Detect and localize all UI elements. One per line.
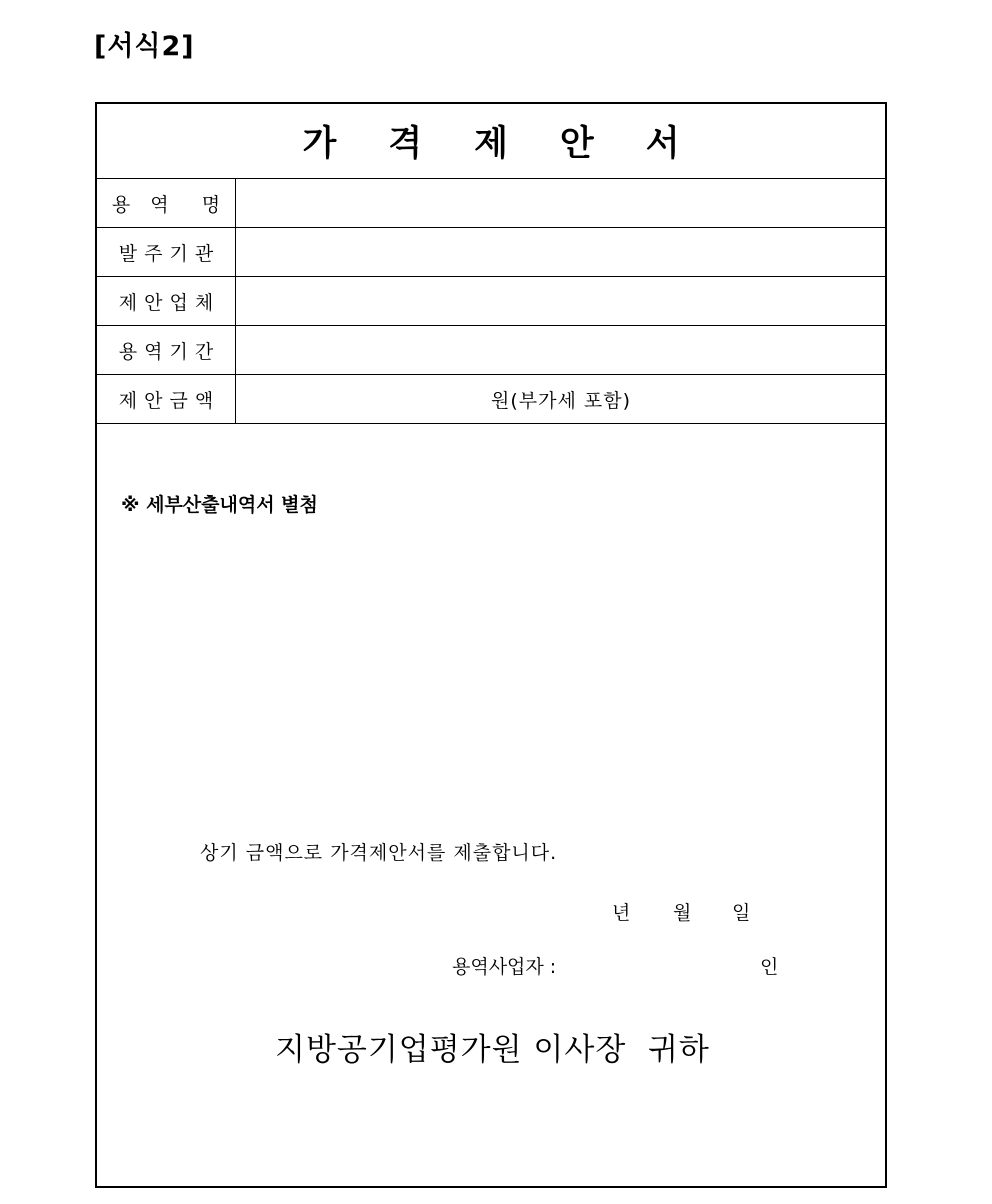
submission-statement: 상기 금액으로 가격제안서를 제출합니다.	[200, 842, 558, 864]
field-row-proposing-company	[97, 277, 885, 326]
service-period-label: 용역기간	[97, 326, 236, 374]
seal-mark: 인	[760, 956, 779, 978]
form-number-label: [서식2]	[94, 31, 195, 62]
date-month-label: 월	[673, 902, 692, 924]
document-title: 가격제안서	[302, 124, 732, 164]
service-provider-label: 용역사업자 :	[452, 956, 557, 978]
service-name-value[interactable]	[237, 179, 885, 227]
date-day-label: 일	[732, 902, 751, 924]
service-name-label: 용 역 명	[97, 179, 236, 227]
proposal-form	[95, 102, 887, 1188]
ordering-agency-label: 발주기관	[97, 228, 236, 276]
attachment-note: ※ 세부산출내역서 별첨	[121, 494, 318, 516]
title-row	[97, 104, 885, 179]
addressee: 지방공기업평가원 이사장 귀하	[275, 1032, 710, 1068]
field-row-ordering-agency	[97, 228, 885, 277]
date-year-label: 년	[612, 902, 631, 924]
service-period-value[interactable]	[237, 326, 885, 374]
field-row-service-name	[97, 179, 885, 228]
proposed-amount-value[interactable]: 원(부가세 포함)	[491, 389, 631, 412]
proposing-company-label: 제안업체	[97, 277, 236, 325]
field-row-proposed-amount	[97, 375, 885, 424]
proposed-amount-label: 제안금액	[97, 375, 236, 423]
proposing-company-value[interactable]	[237, 277, 885, 325]
ordering-agency-value[interactable]	[237, 228, 885, 276]
field-row-service-period	[97, 326, 885, 375]
